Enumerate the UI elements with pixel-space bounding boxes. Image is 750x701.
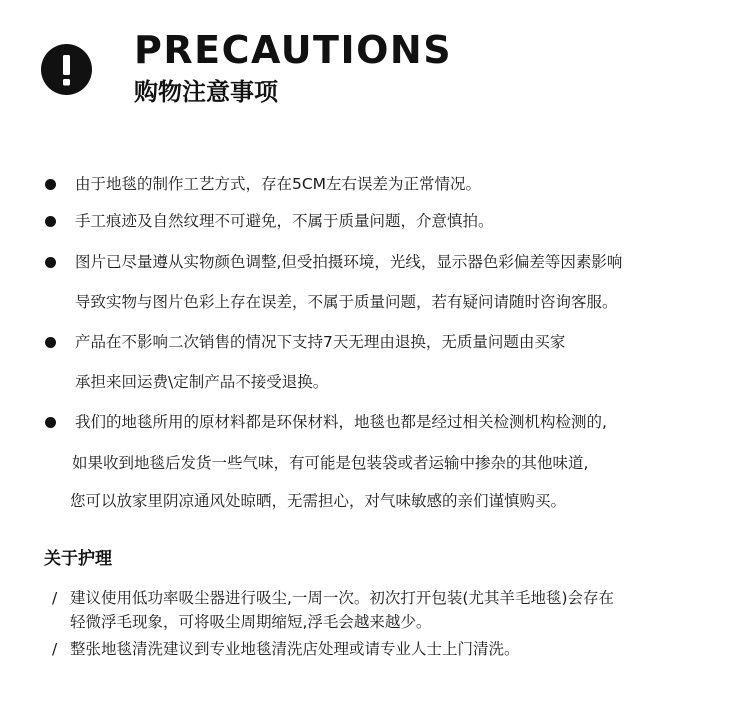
precaution-line: 导致实物与图片色彩上存在误差，不属于质量问题，若有疑问请随时咨询客服。 [75, 293, 618, 311]
precaution-line: 如果收到地毯后发货一些气味，有可能是包装袋或者运输中掺杂的其他味道, [72, 454, 589, 472]
precaution-line: 手工痕迹及自然纹理不可避免，不属于质量问题，介意慎拍。 [75, 212, 494, 230]
care-heading: 关于护理 [44, 549, 112, 569]
bullet-icon [45, 257, 56, 268]
bullet-icon [45, 216, 56, 227]
exclamation-icon [41, 44, 92, 95]
page-subtitle: 购物注意事项 [134, 78, 278, 106]
bullet-icon [45, 417, 56, 428]
precaution-line: 图片已尽量遵从实物颜色调整,但受拍摄环境，光线，显示器色彩偏差等因素影响 [75, 253, 623, 271]
precaution-line: 产品在不影响二次销售的情况下支持7天无理由退换，无质量问题由买家 [75, 333, 566, 351]
care-line: 建议使用低功率吸尘器进行吸尘,一周一次。初次打开包装(尤其羊毛地毯)会存在 [70, 589, 615, 607]
precaution-line: 承担来回运费\定制产品不接受退换。 [75, 373, 329, 391]
page-title: PRECAUTIONS [134, 28, 453, 72]
bullet-icon [45, 337, 56, 348]
precaution-line: 由于地毯的制作工艺方式，存在5CM左右误差为正常情况。 [75, 175, 482, 193]
care-line: 整张地毯清洗建议到专业地毯清洗店处理或请专业人士上门清洗。 [70, 640, 520, 658]
bullet-icon [45, 179, 56, 190]
precaution-line: 我们的地毯所用的原材料都是环保材料，地毯也都是经过相关检测机构检测的, [75, 413, 607, 431]
care-line: 轻微浮毛现象，可将吸尘周期缩短,浮毛会越来越少。 [70, 613, 432, 631]
care-marker: / [52, 640, 58, 658]
care-marker: / [52, 589, 58, 607]
precaution-line: 您可以放家里阴凉通风处晾晒，无需担心，对气味敏感的亲们谨慎购买。 [70, 492, 567, 510]
